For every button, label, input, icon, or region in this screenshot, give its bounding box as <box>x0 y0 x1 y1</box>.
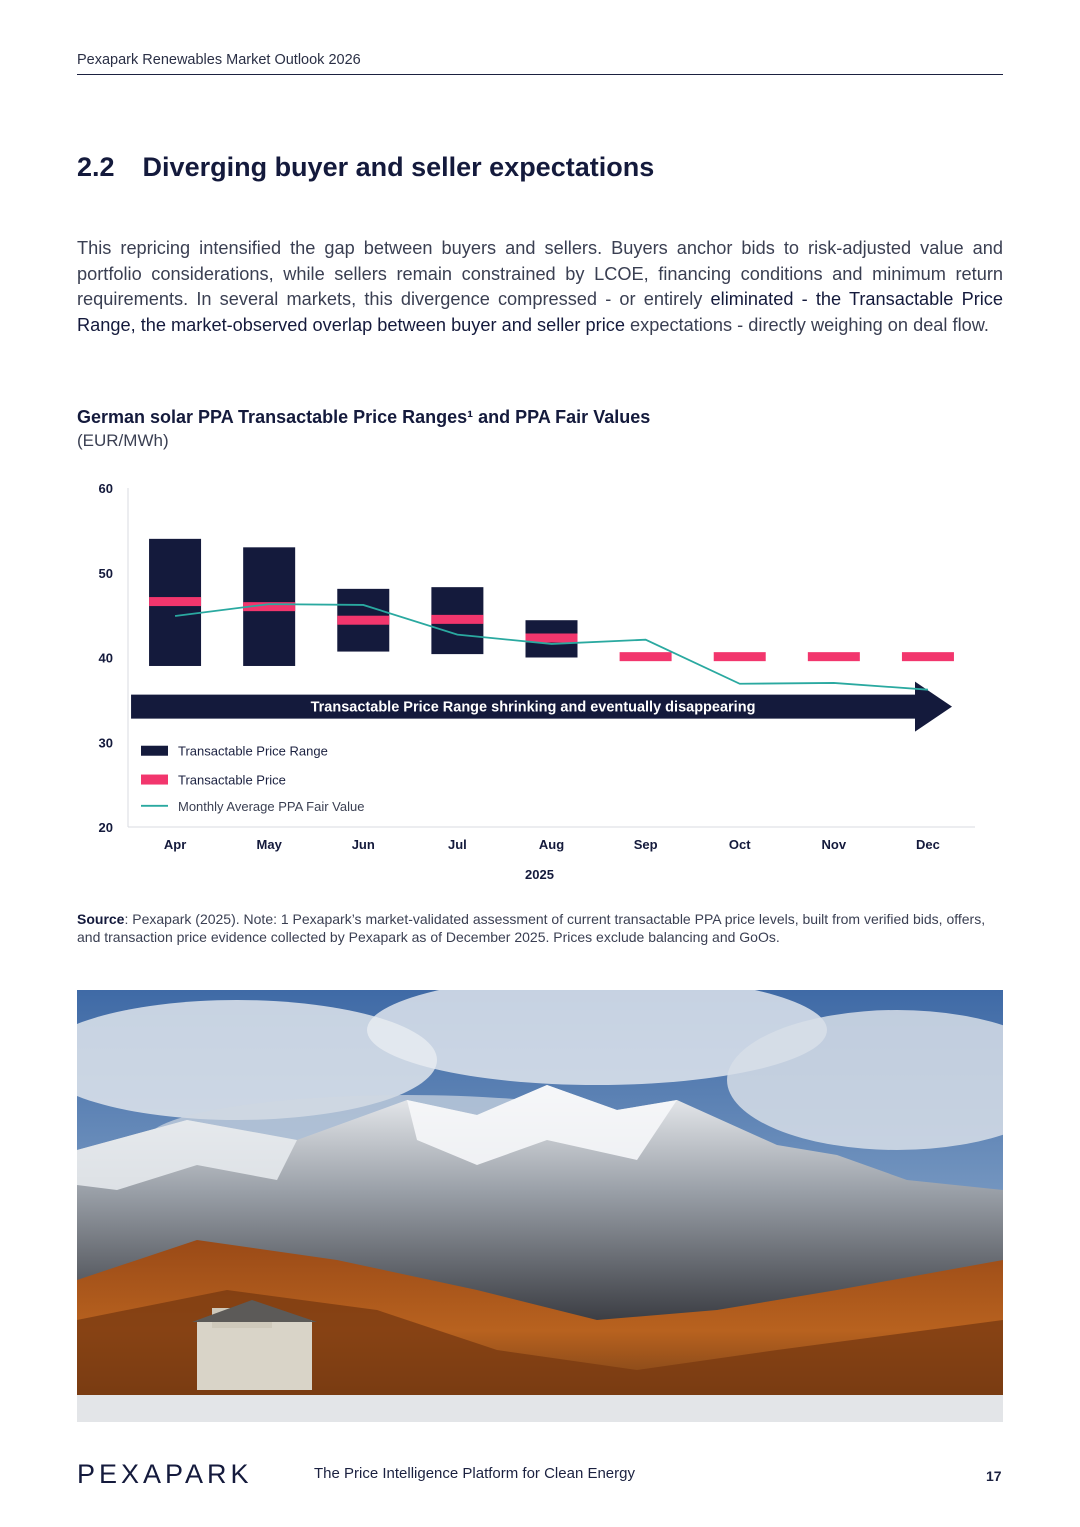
price-marker <box>337 616 389 625</box>
x-tick-label: Aug <box>538 837 565 852</box>
price-marker <box>902 652 954 661</box>
legend-label-fair-value: Monthly Average PPA Fair Value <box>178 798 365 814</box>
legend-label-price: Transactable Price <box>178 772 286 788</box>
price-marker <box>620 652 672 661</box>
y-tick-label: 30 <box>98 735 113 751</box>
legend-swatch-range <box>141 746 168 756</box>
price-marker <box>431 615 483 624</box>
x-tick-label: May <box>256 837 282 852</box>
body-paragraph <box>77 236 1003 338</box>
x-tick-label: Sep <box>633 837 658 852</box>
section-number: 2.2 <box>77 152 115 182</box>
y-tick-label: 40 <box>98 650 113 666</box>
source-note <box>77 910 1003 946</box>
y-tick-label: 20 <box>98 820 113 835</box>
page-number: 17 <box>986 1468 1002 1484</box>
x-tick-label: Jun <box>351 837 375 852</box>
price-marker <box>808 652 860 661</box>
x-tick-label: Oct <box>728 837 751 852</box>
pexapark-logo <box>77 1460 302 1488</box>
body-text-part-2: expectations - directly weighing on deal flow. <box>624 314 989 335</box>
footer-tagline: The Price Intelligence Platform for Clean Energy <box>314 1465 635 1482</box>
legend-label-range: Transactable Price Range <box>178 743 328 759</box>
y-tick-label: 60 <box>98 481 113 496</box>
svg-text:PEXAPARK: PEXAPARK <box>77 1460 253 1488</box>
alpine-landscape-photo <box>77 990 1003 1422</box>
x-tick-label: Apr <box>163 837 187 852</box>
section-title <box>77 152 654 183</box>
chart-title: German solar PPA Transactable Price Ranges¹ and PPA Fair Values <box>77 407 651 427</box>
source-label: Source <box>77 911 125 927</box>
price-marker <box>714 652 766 661</box>
price-marker <box>149 597 201 606</box>
y-tick-label: 50 <box>98 565 113 581</box>
running-header: Pexapark Renewables Market Outlook 2026 <box>77 52 361 68</box>
price-range-chart <box>77 470 1003 890</box>
section-heading: Diverging buyer and seller expectations <box>142 152 655 182</box>
body-text-emphasis: eliminated - the Transactable Price Range, the market-observed overlap between buyer and seller price <box>77 289 1004 335</box>
x-axis-title: 2025 <box>525 867 554 882</box>
x-tick-label: Jul <box>447 837 467 852</box>
header-rule <box>77 74 1003 75</box>
price-marker <box>526 634 578 643</box>
chart-unit: (EUR/MWh) <box>77 431 169 450</box>
legend-swatch-price <box>141 775 168 785</box>
x-tick-label: Nov <box>821 837 847 852</box>
source-text: : Pexapark (2025). Note: 1 Pexapark’s market-validated assessment of current transactable PPA price levels, built from verified bids, offers, and transaction price evidence collected by Pexapark as of December 2025. Prices exclude balancing and GoOs. <box>77 911 986 945</box>
body-text-part-1: This repricing intensified the gap between buyers and sellers. Buyers anchor bids to risk-adjusted value and portfolio considerations, while sellers remain constrained by LCOE, financing conditions and minimum return requirements. In several markets, this divergence compressed - or entirely <box>77 238 1003 309</box>
arrow-annotation: Transactable Price Range shrinking and eventually disappearing <box>310 699 756 716</box>
x-tick-label: Dec <box>916 837 940 852</box>
